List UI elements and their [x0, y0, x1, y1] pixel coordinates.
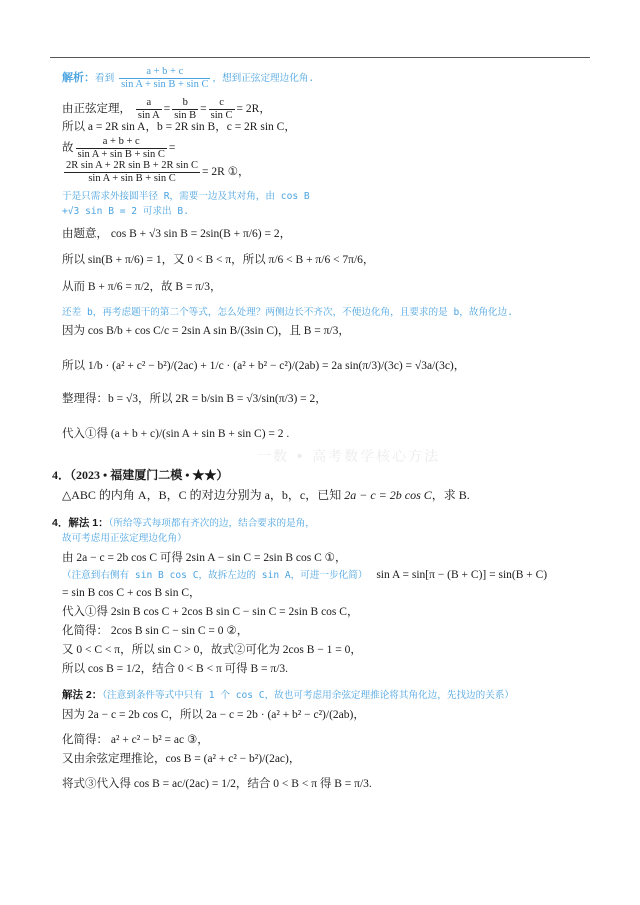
problem-statement: △ABC 的内角 A，B，C 的对边分别为 a，b，c，已知 2a − c = 2b cos C，求 B.	[62, 488, 470, 502]
solution2-header: 解法 2：（注意到条件等式中只有 1 个 cos C，故也可考虑用余弦定理推论将其角化边，先找边的关系）	[62, 689, 515, 701]
hint-line: 于是只需求外接圆半径 R，需要一边及其对角，由 cos B	[62, 191, 310, 202]
hint-line: 故可考虑用正弦定理边化角）	[62, 533, 187, 544]
text-line: 所以 1/b · (a² + c² − b²)/(2ac) + 1/c · (a² + b² − c²)/(2ab) = 2a sin(π/3)/(3c) = √3a/(3c)，	[62, 360, 466, 372]
text-line: 又 0 < C < π，所以 sin C > 0，故式②可化为 2cos B − 1 = 0，	[62, 644, 362, 656]
text-line: 代入①得 (a + b + c)/(sin A + sin B + sin C) = 2 .	[62, 428, 290, 440]
analysis-label: 解析：	[62, 72, 95, 85]
fraction-line: $\frac{\text{2R sin A + 2R sin B + 2R sin C}}{\text{sin A + sin B + sin C}}$ = 2R ①，	[66, 160, 250, 184]
text-line: 整理得：b = √3，所以 2R = b/sin B = √3/sin(π/3) = 2，	[62, 393, 327, 405]
fraction-line: 故 $\frac{a + b + c}{\text{sin A + sin B + sin C}}$ =	[62, 136, 176, 160]
problem-header: 4．（2023 • 福建厦门二模 • ★★）	[52, 468, 229, 482]
text-line: 因为 2a − c = 2b cos C，所以 2a − c = 2b · (a² + b² − c²)/(2ab)，	[62, 709, 365, 721]
text-line: 代入①得 2sin B cos C + 2cos B sin C − sin C = 2sin B cos C，	[62, 606, 359, 618]
text-line: 所以 sin(B + π/6) = 1，又 0 < B < π，所以 π/6 < B + π/6 < 7π/6，	[62, 254, 375, 266]
hint-line: 还差 b，再考虑题干的第二个等式，怎么处理？两侧边长不齐次，不便边化角，且要求的是 b，故角化边.	[62, 307, 514, 318]
header-rule	[50, 57, 590, 58]
text-line: 又由余弦定理推论，cos B = (a² + c² − b²)/(2ac)，	[62, 753, 301, 765]
sine-law-line: 由正弦定理， $\frac{a}{\text{sin A}}$ = $\frac{b}{\text{sin B}}$ = $\frac{c}{\text{sin C}}$ = 2R，	[62, 97, 271, 121]
text-line: 因为 cos B/b + cos C/c = 2sin A sin B/(3sin C)，且 B = π/3，	[62, 325, 350, 337]
text-line: 所以 a = 2R sin A，b = 2R sin B，c = 2R sin C，	[62, 121, 296, 133]
analysis-hint-line: 解析：看到 $\frac{a + b + c}{\text{sin A + sin B + sin C}}$ ，想到正弦定理边化角.	[62, 66, 315, 90]
solution1-header: 4．解法 1：（所给等式每项都有齐次的边，结合要求的是角，	[52, 517, 315, 529]
text-line: 由题意， cos B + √3 sin B = 2sin(B + π/6) = 2，	[62, 228, 292, 240]
text-line: 由 2a − c = 2b cos C 可得 2sin A − sin C = 2sin B cos C ①，	[62, 552, 347, 564]
text-line: 化简得： a² + c² − b² = ac ③，	[62, 734, 209, 746]
text-line: 从而 B + π/6 = π/2，故 B = π/3，	[62, 281, 222, 293]
hint-line: （注意到右侧有 sin B cos C，故拆左边的 sin A，可进一步化简） sin A = sin[π − (B + C)] = sin(B + C)	[62, 569, 548, 581]
watermark: 一数 • 高考数学核心方法	[257, 449, 441, 465]
hint-line: +√3 sin B = 2 可求出 B.	[62, 206, 189, 217]
hint-fraction: $\frac{a + b + c}{\text{sin A + sin B + sin C}}$	[121, 66, 209, 90]
text-line: 化简得： 2cos B sin C − sin C = 0 ②，	[62, 625, 249, 637]
text-line: 将式③代入得 cos B = ac/(2ac) = 1/2，结合 0 < B < π 得 B = π/3.	[62, 778, 372, 790]
text-line: 所以 cos B = 1/2，结合 0 < B < π 可得 B = π/3.	[62, 663, 289, 675]
text-line: = sin B cos C + cos B sin C，	[62, 587, 201, 599]
